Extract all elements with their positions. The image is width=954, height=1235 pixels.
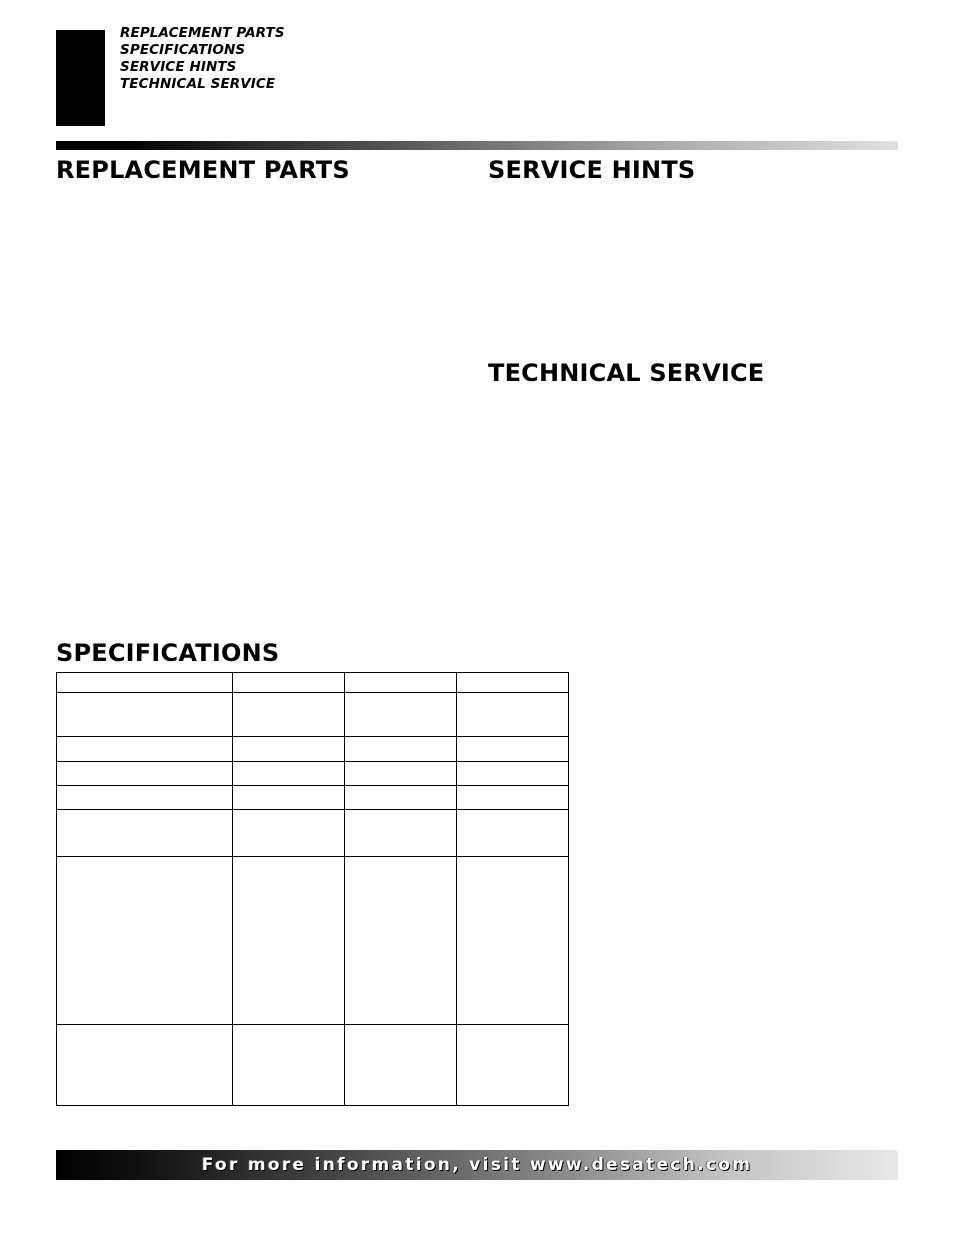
table-row (57, 786, 569, 810)
table-cell (345, 810, 457, 857)
toc-item-technical-service[interactable]: TECHNICAL SERVICE (120, 76, 276, 92)
table-cell (57, 857, 233, 1025)
table-cell (57, 737, 233, 762)
table-cell (345, 857, 457, 1025)
table-cell (233, 693, 345, 737)
table-of-contents (120, 25, 285, 93)
technical-service-heading: TECHNICAL SERVICE (488, 359, 765, 387)
table-cell (457, 786, 569, 810)
table-cell (457, 762, 569, 786)
table-row (57, 693, 569, 737)
table-cell (233, 810, 345, 857)
table-row (57, 673, 569, 693)
table-cell (457, 810, 569, 857)
table-cell (57, 1025, 233, 1106)
section-tab-marker (56, 30, 105, 126)
table-row (57, 810, 569, 857)
table-cell (457, 857, 569, 1025)
table-cell (457, 1025, 569, 1106)
toc-item-replacement-parts[interactable]: REPLACEMENT PARTS (120, 25, 285, 41)
table-row (57, 762, 569, 786)
table-row (57, 857, 569, 1025)
toc-item-service-hints[interactable]: SERVICE HINTS (120, 59, 237, 75)
table-cell (233, 857, 345, 1025)
table-cell (345, 673, 457, 693)
table-cell (233, 762, 345, 786)
toc-item-specifications[interactable]: SPECIFICATIONS (120, 42, 246, 58)
table-cell (457, 737, 569, 762)
header-gradient-bar (56, 141, 898, 150)
table-cell (345, 693, 457, 737)
footer-website-text[interactable]: For more information, visit www.desatech.com (201, 1155, 753, 1175)
footer-bar (56, 1150, 898, 1180)
table-cell (457, 673, 569, 693)
table-cell (57, 786, 233, 810)
table-cell (233, 786, 345, 810)
table-cell (57, 762, 233, 786)
table-cell (345, 1025, 457, 1106)
table-cell (345, 762, 457, 786)
service-hints-heading: SERVICE HINTS (488, 156, 696, 184)
table-cell (57, 673, 233, 693)
specifications-table (56, 672, 569, 1106)
table-cell (57, 693, 233, 737)
table-cell (345, 786, 457, 810)
table-cell (57, 810, 233, 857)
specifications-heading: SPECIFICATIONS (56, 639, 280, 667)
table-cell (233, 737, 345, 762)
table-cell (233, 673, 345, 693)
table-row (57, 1025, 569, 1106)
table-cell (457, 693, 569, 737)
table-row (57, 737, 569, 762)
table-cell (233, 1025, 345, 1106)
table-cell (345, 737, 457, 762)
replacement-parts-heading: REPLACEMENT PARTS (56, 156, 350, 184)
